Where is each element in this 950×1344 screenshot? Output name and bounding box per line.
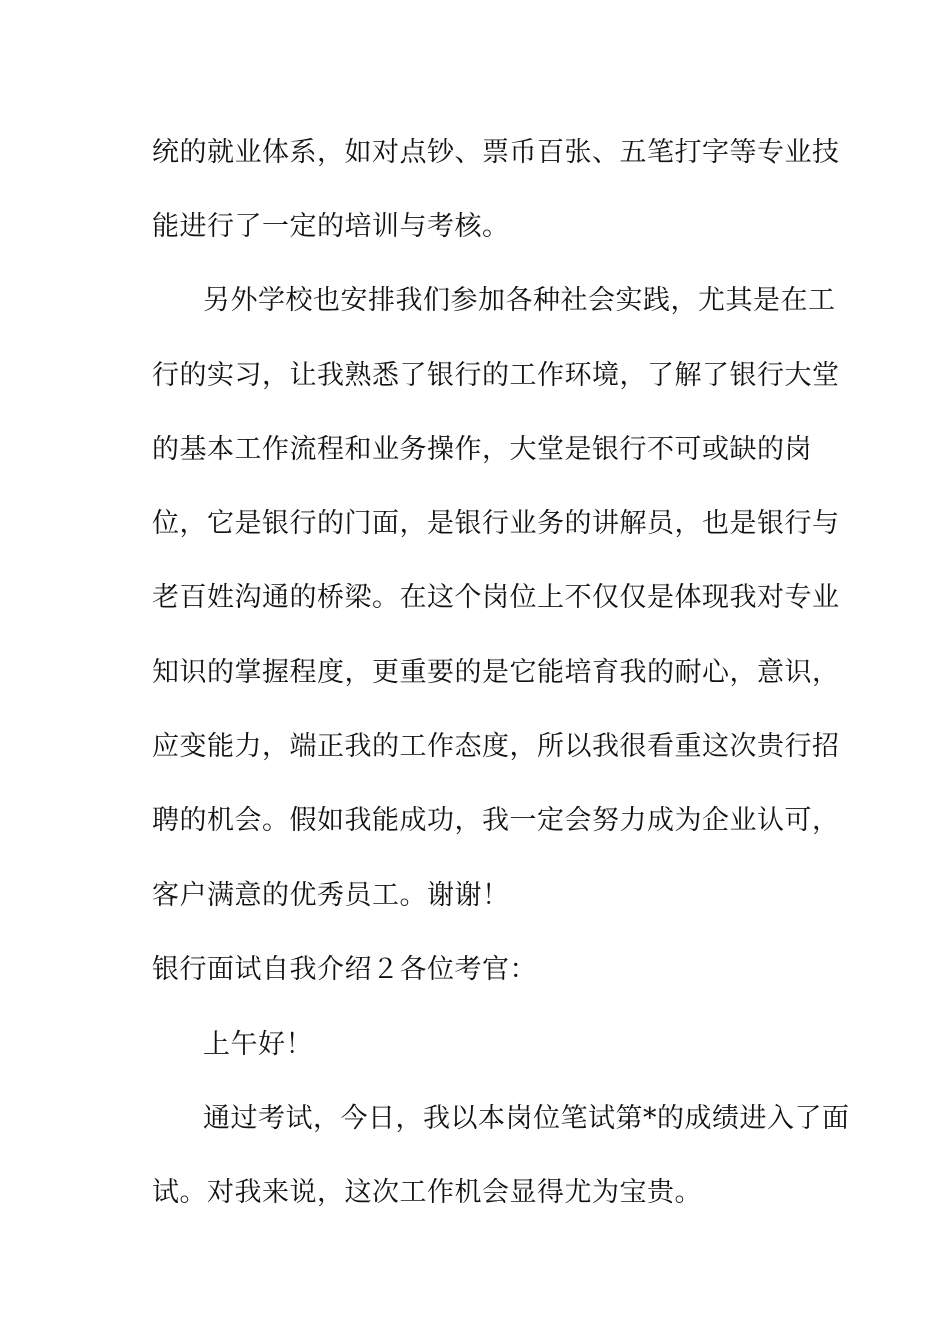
paragraph-start-line: 通过考试，今日，我以本岗位笔试第*的成绩进入了面 [203, 1103, 850, 1134]
text-line: 的基本工作流程和业务操作，大堂是银行不可或缺的岗 [152, 434, 812, 465]
text-line: 统的就业体系，如对点钞、票币百张、五笔打字等专业技 [152, 137, 840, 168]
text-line: 知识的掌握程度，更重要的是它能培育我的耐心，意识， [152, 657, 840, 688]
text-line: 聘的机会。假如我能成功，我一定会努力成为企业认可， [152, 805, 840, 836]
paragraph-start-line: 另外学校也安排我们参加各种社会实践，尤其是在工 [203, 285, 836, 316]
section-heading: 银行面试自我介绍２各位考官： [152, 954, 537, 985]
text-line: 试。对我来说，这次工作机会显得尤为宝贵。 [152, 1177, 702, 1208]
text-line: 老百姓沟通的桥梁。在这个岗位上不仅仅是体现我对专业 [152, 582, 840, 613]
text-line: 应变能力，端正我的工作态度，所以我很看重这次贵行招 [152, 731, 840, 762]
text-line: 客户满意的优秀员工。谢谢！ [152, 880, 510, 911]
text-line: 位，它是银行的门面，是银行业务的讲解员，也是银行与 [152, 508, 840, 539]
greeting-line: 上午好！ [203, 1029, 313, 1060]
text-line: 行的实习，让我熟悉了银行的工作环境，了解了银行大堂 [152, 360, 840, 391]
text-line: 能进行了一定的培训与考核。 [152, 211, 510, 242]
